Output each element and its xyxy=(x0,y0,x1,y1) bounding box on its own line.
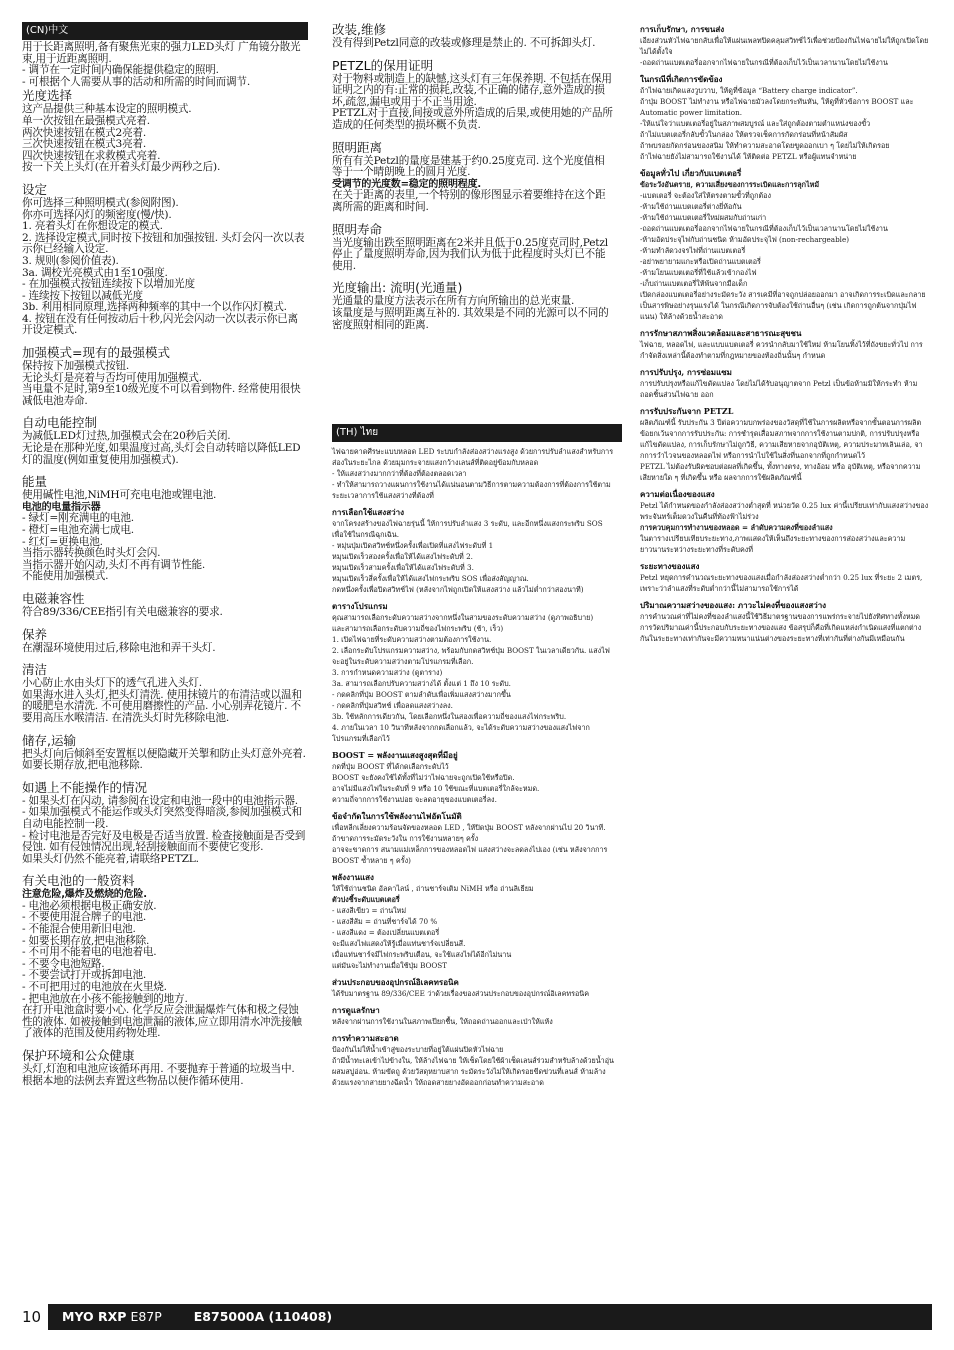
paragraph-line: 当指示器转换颜色时头灯会闪. xyxy=(22,547,161,560)
paragraph-line: ความถี่จากการใช้งานบ่อย จะลดอายุของแบตเตอรี่ลง. xyxy=(332,795,497,804)
paragraph-line: - 橙灯=电池充满七成电. xyxy=(22,524,134,536)
section-heading: 清洁 xyxy=(22,662,48,678)
section xyxy=(332,140,614,214)
section xyxy=(332,872,614,971)
section xyxy=(22,1048,308,1087)
section xyxy=(22,873,308,1040)
paragraph-line: และสามารถเลือกระดับความถี่ของไฟกระพริบ (ช้า, เร็ว) xyxy=(332,624,504,633)
paragraph-line: ถ้าไฟฉายยังไม่สามารถใช้งานได้ ให้ติดต่อ PETZL หรือผู้แทนจำหน่าย xyxy=(640,152,857,161)
paragraph-line: -แบตเตอรี่ จะต้องใส่ให้ตรงตามขั้วที่ถูกต้อง xyxy=(640,191,771,200)
page-footer xyxy=(22,1304,932,1330)
section xyxy=(640,489,930,555)
paragraph-line: 3b. 利用相同原理,选择两种频率的其中一个以作闪灯模式. xyxy=(22,301,287,314)
paragraph-line: PETZL对于直接,间接或意外所造成的后果,或使用她的产品所造成的任何类型的损坏概不负责. xyxy=(332,107,613,131)
paragraph-line: ตัวบ่งชี้ระดับแบตเตอรี่ xyxy=(332,895,400,904)
paragraph-line: - 不可用不能着电的电池着电. xyxy=(22,946,157,959)
paragraph-line: - 不要令电池短路. xyxy=(22,957,105,970)
section xyxy=(22,591,308,619)
paragraph-line: - แสงสีเขียว = ถ่านใหม่ xyxy=(332,906,407,915)
paragraph-line: - 绿灯=刚充满电的电池. xyxy=(22,512,134,525)
chinese-column xyxy=(22,22,308,1087)
section xyxy=(332,1005,614,1027)
cn-intro xyxy=(22,42,308,88)
paragraph-line: - 如果头灯在闪动, 请参阅在设定和电池一段中的电池指示器. xyxy=(22,794,298,807)
reference-code: E875000A (110408) xyxy=(193,1309,333,1324)
section-heading: 照明寿命 xyxy=(332,221,383,237)
section-heading: 改装,维修 xyxy=(332,22,386,37)
language-banner-cn: (CN)中文 xyxy=(22,22,308,40)
section-heading: 保护环境和公众健康 xyxy=(22,1048,135,1063)
paragraph-line: 不能使用加强模式. xyxy=(22,570,109,583)
paragraph-line: 当电量不足时,第9至10级光度不可以看到物件. 经常使用很快减低电池寿命. xyxy=(22,383,301,407)
paragraph-line: - หมุ่นปุ่มเปิดสวิทช์หนึ่งครั้งเพื่อเปิดที่แสงไฟระดับที่ 1 xyxy=(332,541,494,550)
paragraph-line: - 不要尝试打开或拆卸电池. xyxy=(22,969,147,982)
paragraph-line: - ให้แสงสว่างมากกว่าที่ต้องที่ต้องตลอดเวลา xyxy=(332,469,467,478)
paragraph-line: -ห้ามใช้ถ่านแบตเตอรี่ใหม่ผสมกับถ่านเก่า xyxy=(640,213,767,222)
th-sections xyxy=(332,507,614,1088)
paragraph-line: 对于物料或制造上的缺憾,这头灯有三年保养期. 不包括在保用证明之内的有:正常的损耗,改装,不正确的储存,意外造成的损坏,疏忽,漏电或用于不正当用途. xyxy=(332,72,612,108)
paragraph-line: 注意危险,爆炸及燃烧的危险. xyxy=(22,889,147,901)
paragraph-line: -ถอดถ่านแบตเตอรี่ออกจากไฟฉายในกรณีที่ต้องเก็บไว้เป็นเวลานานโดยไม่ใช้งาน xyxy=(640,58,888,67)
paragraph-line: 3. การกำหนดความสว่าง (ดูตาราง) xyxy=(332,668,443,677)
paragraph-line: การคำนวณค่าที่ไม่คงที่ของลำแสงนี้ใช้วิธีมาตรฐานของการแพร่กระจายไปยังทิศทางทั้งหมด xyxy=(640,612,920,621)
paragraph-line: กดที่ปุ่ม BOOST ที่ได้กดเลือกระดับไว้ xyxy=(332,762,449,771)
chinese-column-continued xyxy=(332,22,614,331)
paragraph-line: -ห้ามอัดประจุไฟกับถ่านชนิด ห้ามอัดประจุไฟ (non-rechargeable) xyxy=(640,235,850,244)
paragraph-line: 所有有关Petzl的量度是建基于约0.25度克司. 这个光度值相等于一个晴朗晚上的圆月光度. xyxy=(332,154,605,179)
paragraph-line: 为减低LED灯过热,加强模式会在20秒后关闭. xyxy=(22,430,231,443)
paragraph-line: 如果海水进入头灯,把头灯清洗. 使用抹镜片的布清洁或以温和的暖肥皂水清洗. 不可使用磨擦性的产品. 小心别弄花镜片. 不要用高压水喉清洁. 在清洗头灯时先移除电池. xyxy=(22,688,302,724)
paragraph-line: - 可根据个人需要从事的活动和所需的时间而调节. xyxy=(22,75,250,88)
cn-sections xyxy=(22,88,308,1087)
paragraph-line: 3a. สามารถเลือกปรับความสว่างได้ ตั้งแต่ 1 ถึง 10 ระดับ. xyxy=(332,679,511,688)
paragraph-line: Petzl ได้กำหนดของกำลังส่องสว่างต่ำสุดที่ หน่วยวัด 0.25 lux ค่านี้เปรียบเท่ากับแสงสว่างของพระจันทร์เต็มดวงในคืนที่ท้องฟ้าไม่ร่วง xyxy=(640,501,929,521)
section-heading: 自动电能控制 xyxy=(22,415,98,431)
paragraph-line: 三次快速按钮在模式3亮着. xyxy=(22,138,147,151)
paragraph-line: จะมีแสงไฟแสดงให้รู้เมื่อแท่นชาร์จเปลี่ยนสี. xyxy=(332,939,466,948)
section-heading: ความต่อเนื่องของแสง xyxy=(640,489,715,499)
section-heading: พลังงานแสง xyxy=(332,872,374,882)
paragraph-line: 4. ภายในเวลา 10 วินาทีหลังจากกดเลือกแล้ว, จะได้ระดับความสว่างของแสงไฟจากโปรแกรมที่เลือกไว้ xyxy=(332,723,590,743)
paragraph-line: 当光度输出跌至照明距离在2米并且低于0.25度克司时,Petzl停止了量度照明寿命,因为我们认为低于此程度时头灯已不能使用. xyxy=(332,236,608,272)
paragraph-line: 2. 选择设定模式,同时按下按钮和加强按钮. 头灯会闪一次以表示你已经输入设定. xyxy=(22,231,305,256)
section-heading: 有关电池的一般资料 xyxy=(22,873,135,889)
paragraph-line: - 电池必须根据电极正确安放. xyxy=(22,899,157,912)
paragraph-line: เอียงส่วนหัวไฟฉายกลับเพื่อให้แผ่นเพลทปิดคลุมสวิทช์ไว้เพื่อช่วยป้องกันไฟฉายไม่ให้ถูกเปิดโดยไม่ได้ตั้งใจ xyxy=(640,36,929,56)
paragraph-line: 在关于距离的表里,一个特别的像形图显示着要维持在这个距离所需的距离和时间. xyxy=(332,189,606,213)
section xyxy=(22,780,308,866)
paragraph-line: - แสงสีแดง = ต้องเปลี่ยนแบตเตอรี่ xyxy=(332,928,440,937)
section-heading: การรับประกันจาก PETZL xyxy=(640,406,734,416)
section xyxy=(640,24,930,68)
paragraph-line: เมื่อแท่นชาร์จมีไฟกระพริบเตือน, จะใช้แสงไฟได้อีกไม่นาน xyxy=(332,950,512,959)
paragraph-line: ถ้าไฟฉายเกิดแสงวูบวาบ, ให้ดูที่ข้อมูล “Battery charge indicator”. xyxy=(640,86,858,95)
paragraph-line: 2. เลือกระดับโปรแกรมความสว่าง, พร้อมกับกดสวิทช์ปุ่ม BOOST ในเวลาเดียวกัน. แสงไฟจะอยู่ในระดับความสว่างตามโปรแกรมที่เลือก. xyxy=(332,646,610,666)
paragraph-line: ในตารางเปรียบเทียบระยะทาง,ภาพแสดงให้เห็นถึงระยะทางของการส่องสว่างและความยาวนานระหว่างระยะทางที่ระดับคงที่ xyxy=(640,534,906,554)
section-heading: ปริมาณความสว่างของแสง: ภาวะไม่คงที่ของแสงสว่าง xyxy=(640,600,827,610)
paragraph-line: - กดคลิกที่ปุ่มสวิทช์ เพื่อลดแสงสว่างลง. xyxy=(332,701,453,710)
section-heading: ในกรณีที่เกิดการขัดข้อง xyxy=(640,74,723,84)
section xyxy=(332,601,614,744)
paragraph-line: 受调节的光度数=稳定的照明程度. xyxy=(332,178,481,190)
paragraph-line: 这产品提供三种基本设定的照明模式. xyxy=(22,103,192,116)
paragraph-line: ถ้าปุ่ม BOOST ไม่ทำงาน หรือไฟฉายมัวลงโดยกระทันหัน, ให้ดูที่หัวข้อการ BOOST และ Automatic power limitation. xyxy=(640,97,914,117)
paragraph-line: - 不能混合使用新旧电池. xyxy=(22,923,136,936)
paragraph-line: การวัดปริมาณค่านี้ประกอบกับระยะทางของแสง ข้อสรุปก็คือที่เกิดแหล่งกำเนิดแสงที่แตกต่างกันในระยะทางเท่ากันจะมีความหนาแน่นต่างของระยะทางที่เท่ากันที่ต่างกันมีเหมือนกัน xyxy=(640,623,922,643)
section xyxy=(640,600,930,644)
paragraph-line: อาจจะขาดการ สนามแม่เหล็กการของหลอดไฟ แสงสว่างจะลดลงไปเอง (เช่น หลังจากการ BOOST ซ้ำหลาย ๆ ครั้ง) xyxy=(332,845,608,865)
section xyxy=(332,977,614,999)
section-heading: การเก็บรักษา, การขนส่ง xyxy=(640,24,725,34)
paragraph-line: ไฟฉาย, หลอดไฟ, และแบบแบตเตอรี่ ควรนำกลับมาใช้ใหม่ ห้ามโยนทิ้งไว้ที่ถังขยะทั่วไป การกำจัดสิ่งเหล่านี้ต้องทำตามที่กฎหมายของท้องถิ่นนั้นๆ กำหนด xyxy=(640,340,923,360)
paragraph-line: จากโครงสร้างของไฟฉายรุ่นนี้ ให้การปรับลำแสง 3 ระดับ, และอีกหนึ่งแสงกระพริบ SOS เพื่อใช้ในกรณีฉุกเฉิน. xyxy=(332,519,603,539)
section-heading: PETZL的保用证明 xyxy=(332,57,434,73)
paragraph-line: 光通量的量度方法表示在所有方向所输出的总光束量. xyxy=(332,295,575,308)
section-heading: 光度选择 xyxy=(22,88,73,104)
paragraph-line: 按一下关上头灯(在开着头灯最少两秒之后). xyxy=(22,161,221,174)
paragraph-line: 该量度是与照明距离互补的. 其效果是不同的光源可以不同的密度照射相同的距离. xyxy=(332,306,609,331)
paragraph-line: 在打开电池盒时要小心. 化学反应会泄漏爆炸气体和极之侵蚀性的液体. 如被接触到电池泄漏的液体,应立即用清水冲洗接触了液体的范围及使用药物处理. xyxy=(22,1004,302,1040)
paragraph-line: - 连续按下按钮以减低光度 xyxy=(22,289,143,302)
model-name: MYO RXP xyxy=(62,1309,127,1324)
paragraph-line: แต่มันจะไม่ทำงานเมื่อใช้ปุ่ม BOOST xyxy=(332,961,448,970)
section xyxy=(22,88,308,174)
paragraph-line: 两次快速按钮在模式2亮着. xyxy=(22,126,147,139)
paragraph-line: ข้อระวังอันตราย, ความเสี่ยงของการระเบิดและการลุกไหม้ xyxy=(640,180,820,189)
section xyxy=(22,415,308,466)
paragraph-line: หมุนเปิดเร็วสองครั้งเพื่อให้ได้แสงไฟระดับที่ 2. xyxy=(332,552,473,561)
section-heading: การดูแลรักษา xyxy=(332,1005,380,1015)
section xyxy=(640,74,930,162)
paragraph-line: 头灯,灯泡和电池应该循环再用. 不要抛弃于普通的垃圾当中. 根据本地的法例去弃置这些物品以便作循环使用. xyxy=(22,1063,295,1087)
section xyxy=(640,406,930,483)
paragraph-line: คุณสามารถเลือกระดับความสว่างจากหนึ่งในสามของระดับความสว่าง (ดูภาพอธิบาย) xyxy=(332,613,594,622)
section xyxy=(640,367,930,400)
section-heading: 照明距离 xyxy=(332,139,383,155)
section-heading: การทำความสะอาด xyxy=(332,1033,399,1043)
paragraph-line: การควบคุมการทำงานของหลอด = ลำดับความคงที่ของลำแสง xyxy=(640,523,833,532)
section-heading: 储存,运输 xyxy=(22,732,76,748)
section-heading: ข้อจำกัดในการใช้พลังงานไฟอัตโนมัติ xyxy=(332,811,462,821)
section xyxy=(640,561,930,594)
section xyxy=(332,750,614,805)
paragraph-line: -ให้แน่ใจว่าแบตเตอรี่อยู่ในสภาพสมบูรณ์ และใส่ถูกต้องตามตำแหน่งของขั้ว xyxy=(640,119,871,128)
paragraph-line: 3a. 调校光亮模式由1至10强度. xyxy=(22,266,168,279)
th-intro xyxy=(332,446,614,501)
paragraph-line: - 不可把用过的电池放在火里烧. xyxy=(22,981,167,994)
paragraph-line: ไฟฉายคาดศีรษะแบบหลอด LED ระบบกำลังส่องสว่างแรงสูง ด้วยการปรับลำแสงสำหรับการส่องในระยะไกล ด้วยมุมกระจายแสงกว้างเลนส์ที่ติดอยู่ข้อมกับหลอด xyxy=(332,447,614,467)
paragraph-line: - 把电池放在小孩不能接触到的地方. xyxy=(22,992,188,1005)
paragraph-line: - ทำให้สามารถวางแผนการใช้งานได้แน่นอนตามวิธีการตามความต้องการที่ต้องการใช้ตามระยะเวลาการใช้แสงสว่างที่ต้องที่ xyxy=(332,480,611,500)
section xyxy=(640,328,930,361)
paragraph-line: Petzl หยุดการคำนวณระยะทางของแสงเมื่อกำลังส่องสว่างต่ำกว่า 0.25 lux ที่ระยะ 2 เมตร, เพราะว่าลำแสงที่ระดับต่ำกว่านี้ไม่สามารถใช้การได้ xyxy=(640,573,923,593)
paragraph-line: PETZL ไม่ต้องรับผิดชอบต่อผลที่เกิดขึ้น, ทั้งทางตรง, ทางอ้อม หรือ อุบัติเหตุ, หรือจากความเสียหายใด ๆ ที่เกิดขึ้น หรือ ผลจากการใช้ผลิตภัณฑ์นี้ xyxy=(640,462,921,482)
paragraph-line: เพื่อหลีกเลี่ยงความร้อนจัดของหลอด LED , ให้ปิดปุ่ม BOOST หลังจากผ่านไป 20 วินาที. xyxy=(332,823,606,832)
section xyxy=(22,474,308,583)
paragraph-line: 用于长距离照明,备有聚焦光束的强力LED头灯 广角镜分散光束,用于近距离照明. xyxy=(22,41,301,65)
section-heading: การเลือกใช้แสงสว่าง xyxy=(332,507,404,517)
paragraph-line: ให้ใช้ถ่านชนิด อัลคาไลน์ , ถ่านชาร์จเติม NiMH หรือ ถ่านลิเธียม xyxy=(332,884,534,893)
paragraph-line: - แสงสีส้ม = ถ่านที่ชาร์จได้ 70 % xyxy=(332,917,438,926)
section xyxy=(332,280,614,331)
section xyxy=(332,22,614,50)
language-banner-th: (TH) ไทย xyxy=(332,424,622,442)
paragraph-line: 小心防止水由头灯下的透气孔进入头灯. xyxy=(22,677,202,690)
paragraph-line: ป้องกันไม่ให้น้ำเข้าสู่ของระบายที่อยู่ใต้แผ่นปิดหัวไฟฉาย xyxy=(332,1045,504,1054)
paragraph-line: 无论是在那种光度,如果温度过高,头灯会自动转暗以降低LED灯的温度(例如重复使用加强模式). xyxy=(22,442,301,466)
section xyxy=(22,662,308,724)
paragraph-line: หมุนเปิดเร็วสี่ครั้งเพื่อให้ได้แสงไฟกระพริบ SOS เพื่อส่งสัญญาณ. xyxy=(332,574,529,583)
footer-bar xyxy=(48,1304,932,1330)
paragraph-line: - 不要使用混合牌子的电池. xyxy=(22,911,147,924)
paragraph-line: 四次快速按钮在求救模式亮着. xyxy=(22,149,161,162)
paragraph-line: -ถอดถ่านแบตเตอรี่ออกจากไฟฉายในกรณีที่ต้องเก็บไว้เป็นเวลานานโดยไม่ใช้งาน xyxy=(640,224,888,233)
section-heading: การรักษาสภาพสิ่งแวดล้อมและสาธารณะสุขชน xyxy=(640,328,802,338)
section xyxy=(22,182,308,337)
page-number: 10 xyxy=(22,1308,42,1326)
paragraph-line: เปิดกล่องแบตเตอรี่อย่างระมัดระวัง สารเคมีที่อาจถูกปล่อยออกมา อาจเกิดการระเบิดและกลายเป็นสารพิษอย่างรุนแรงได้ ในกรณีเกิดการจับต้องใช้ถ่านอื่นๆ (เช่น เกิดการถูกต้นจากปุ่มไฟแนน) ให้ล้างด้วยน้ำสะอาด xyxy=(640,290,926,321)
section-heading: ข้อมูลทั่วไป เกี่ยวกับแบตเตอรี่ xyxy=(640,168,742,178)
section xyxy=(332,811,614,866)
section xyxy=(640,168,930,322)
section-heading: ระยะทางของแสง xyxy=(640,561,700,571)
paragraph-line: - 红灯=更换电池. xyxy=(22,535,103,548)
paragraph-line: 符合89/336/CEE指引有关电磁兼容的要求. xyxy=(22,605,223,618)
paragraph-line: 你亦可选择闪灯的频密度(慢/快). xyxy=(22,208,172,221)
paragraph-line: 如果头灯仍然不能亮着,请联络PETZL. xyxy=(22,852,199,865)
section xyxy=(332,58,614,132)
paragraph-line: ผลิตภัณฑ์นี้ รับประกัน 3 ปีต่อความบกพร่องของวัสดุที่ใช้ในการผลิตหรือจากขั้นตอนการผลิต ข้อยกเว้นจากการรับประกัน: การชำรุดเสื่อมสภาพจากการใช้งานตามปกติ, การปรับปรุงหรือแก้ไขดัดแปลง, การเก็บรักษาไม่ถูกวิธี, ความเสียหายจากอุบัติเหตุ, ความประมาทเลินเล่อ, จากการวำไวจนของหลอดไฟ หรือการนำไปใช้ในสิ่งที่นอกจากที่ถูกกำหนดไว้ xyxy=(640,418,923,460)
section-heading: การปรับปรุง, การซ่อมแซม xyxy=(640,367,732,377)
paragraph-line: หมุนเปิดเร็วสามครั้งเพื่อให้ได้แสงไฟระดับที่ 3. xyxy=(332,563,474,572)
paragraph-line: 如要长期存放,把电池移除. xyxy=(22,759,143,772)
paragraph-line: 单一次按钮在最强模式亮着. xyxy=(22,114,150,127)
section xyxy=(22,733,308,772)
paragraph-line: 没有得到Petzl同意的改装或修理是禁止的. 不可拆卸头灯. xyxy=(332,37,596,49)
paragraph-line: - 如果加强模式不能运作或头灯突然变得暗淡,参阅加强模式和自动电能控制一段. xyxy=(22,806,302,830)
paragraph-line: - กดคลิกที่ปุ่ม BOOST ตามลำดับเพื่อเพิ่มแสงสว่างมากขึ้น xyxy=(332,690,511,699)
paragraph-line: การปรับปรุงหรือแก้ไขดัดแปลง โดยไม่ได้รับอนุญาตจาก Petzl เป็นข้อห้ามมิให้กระทำ ห้ามถอดชิ้นส่วนไฟฉาย ออก xyxy=(640,379,918,399)
section-heading: 能量 xyxy=(22,474,48,490)
paragraph-line: - 调节在一定时间内确保能提供稳定的照明. xyxy=(22,64,219,77)
paragraph-line: ได้รับมาตรฐาน 89/336/CEE ว่าด้วยเรื่องของส่วนประกอบของอุปกรณ์อิเลคทรอนิค xyxy=(332,989,590,998)
paragraph-line: -เก็บถ่านแบตเตอรี่ให้พ้นจากมือเด็ก xyxy=(640,279,748,288)
paragraph-line: 1. 亮着头灯在你想设定的模式. xyxy=(22,220,163,233)
section xyxy=(332,507,614,595)
paragraph-line: -ห้ามใช้ถ่านแบตเตอรี่ต่างยี่ห้อกัน xyxy=(640,202,742,211)
paragraph-line: BOOST จะยังคงใช้ได้ทั้งที่ไม่ว่าไฟฉายจะถูกเปิดใช้หรือปิด. xyxy=(332,773,515,782)
paragraph-line: 无论头灯是亮着与否均可使用加强模式. xyxy=(22,371,202,384)
cn-sections-continued xyxy=(332,22,614,331)
section-heading: 电磁兼容性 xyxy=(22,590,85,606)
section xyxy=(22,345,308,407)
section-heading: 光度输出: 流明(光通量) xyxy=(332,280,463,296)
paragraph-line: -ห้ามทำลัดวงจรไฟที่ถ่านแบตเตอรี่ xyxy=(640,246,746,255)
paragraph-line: - 在加强模式按钮连续按下以增加光度 xyxy=(22,278,195,291)
section xyxy=(332,222,614,273)
paragraph-line: ถ้าไม่แบตเตอรี่กลับขั้วในกล่อง ให้ตรวจเช็คการกัดกร่อนที่หน้าสัมผัส xyxy=(640,130,848,139)
thai-column-continued xyxy=(640,24,930,644)
paragraph-line: - 检讨电池是否完好及电极是否适当放置. 检查接触面是否受到侵蚀. 如有侵蚀情况出现,轻刮接触面而不要使它变形. xyxy=(22,829,306,854)
section-heading: ส่วนประกอบของอุปกรณ์อิเลคทรอนิค xyxy=(332,977,459,987)
paragraph-line: - 如要长期存放,把电池移除. xyxy=(22,934,150,947)
paragraph-line: 使用碱性电池,NiMH可充电电池或锂电池. xyxy=(22,489,217,502)
paragraph-line: หลังจากผ่านการใช้งานในสภาพเปียกชื้น, ให้ถอดถ่านออกและเป่าให้แห้ง xyxy=(332,1017,553,1026)
paragraph-line: อาจไม่มีแสงไฟในระดับที่ 9 หรือ 10 ใช้ขณะที่แบตเตอรี่ใกล้จะหมด. xyxy=(332,784,540,793)
paragraph-line: -ห้ามโยนแบตเตอรี่ที่ใช้แล้วเข้ากองไฟ xyxy=(640,268,757,277)
paragraph-line: ถ้ามีน้ำทะเลเข้าไปข้างใน, ให้ล้างไฟฉาย ให้เช็ดโดยใช้ผ้าเช็ดเลนส์ร่วมสำหรับล้างด้วยน้ำอุ่นผสมสบู่อ่อน. ห้ามขัดถู ด้วยวัสดุหยาบสาก ระมัดระวังไม่ให้เกิดรอยขีดข่วนที่เลนส์ ห้ามล้างด้วยแรงจากสายยางฉีดน้ำ ให้ถอดสายยางอัดออกก่อนทำความสะอาด xyxy=(332,1056,614,1087)
model-code: E87P xyxy=(130,1309,162,1324)
paragraph-line: 电池的电量指示器 xyxy=(22,501,101,513)
paragraph-line: 3. 规则(参阅价值表). xyxy=(22,254,119,267)
paragraph-line: -อย่าพยายามแกะหรือเปิดถ่านแบตเตอรี่ xyxy=(640,257,761,266)
paragraph-line: 把头灯向后倾斜至安置框以便隐藏开关掣和防止头灯意外亮着. xyxy=(22,747,306,760)
paragraph-line: 在潮湿环境使用过后,移除电池和弄干头灯. xyxy=(22,641,216,654)
section-heading: 加强模式=现有的最强模式 xyxy=(22,345,170,361)
paragraph-line: กดหนึ่งครั้งเพื่อปิดสวิทช์ไฟ (หลังจากไฟถูกเปิดให้แสงสว่าง แล้วไม่ต่ำกว่าสองนาที) xyxy=(332,585,584,594)
th-sections-continued xyxy=(640,24,930,644)
paragraph-line: 你可选择三种照明模式(参阅附图). xyxy=(22,196,179,209)
section-heading: 保养 xyxy=(22,626,48,642)
section-heading: BOOST = พลังงานแสงสูงสุดที่มีอยู่ xyxy=(332,750,458,760)
paragraph-line: ถ้าพบรอยกัดกร่อนของสนิม ให้ทำความสะอาดโดยขูดออกเบา ๆ โดยไม่ให้เกิดรอย xyxy=(640,141,890,150)
paragraph-line: 4. 按钮在没有任何按动后十秒,闪光会闪动一次以表示你已离开设定模式. xyxy=(22,312,298,337)
paragraph-line: 1. เปิดไฟฉายที่ระดับความสว่างตามต้องการใช้งาน. xyxy=(332,635,492,644)
section-heading: ตารางโปรแกรม xyxy=(332,601,388,611)
section xyxy=(332,1033,614,1088)
paragraph-line: 保持按下加强模式按钮. xyxy=(22,360,130,373)
section xyxy=(22,627,308,655)
thai-column xyxy=(332,446,614,1088)
section-heading: 设定 xyxy=(22,181,48,197)
paragraph-line: 当指示器开始闪动,头灯不再有调节性能. xyxy=(22,558,206,571)
section-heading: 如遇上不能操作的情况 xyxy=(22,779,148,795)
paragraph-line: 3b. ใช้หลักการเดียวกัน, โดยเลือกหนึ่งในสองเพื่อความถี่ของแสงไฟกระพริบ. xyxy=(332,712,567,721)
paragraph-line: ถ้าขาดการระมัดระวังใน การใช้งานหลายๆ ครั้ง xyxy=(332,834,479,843)
